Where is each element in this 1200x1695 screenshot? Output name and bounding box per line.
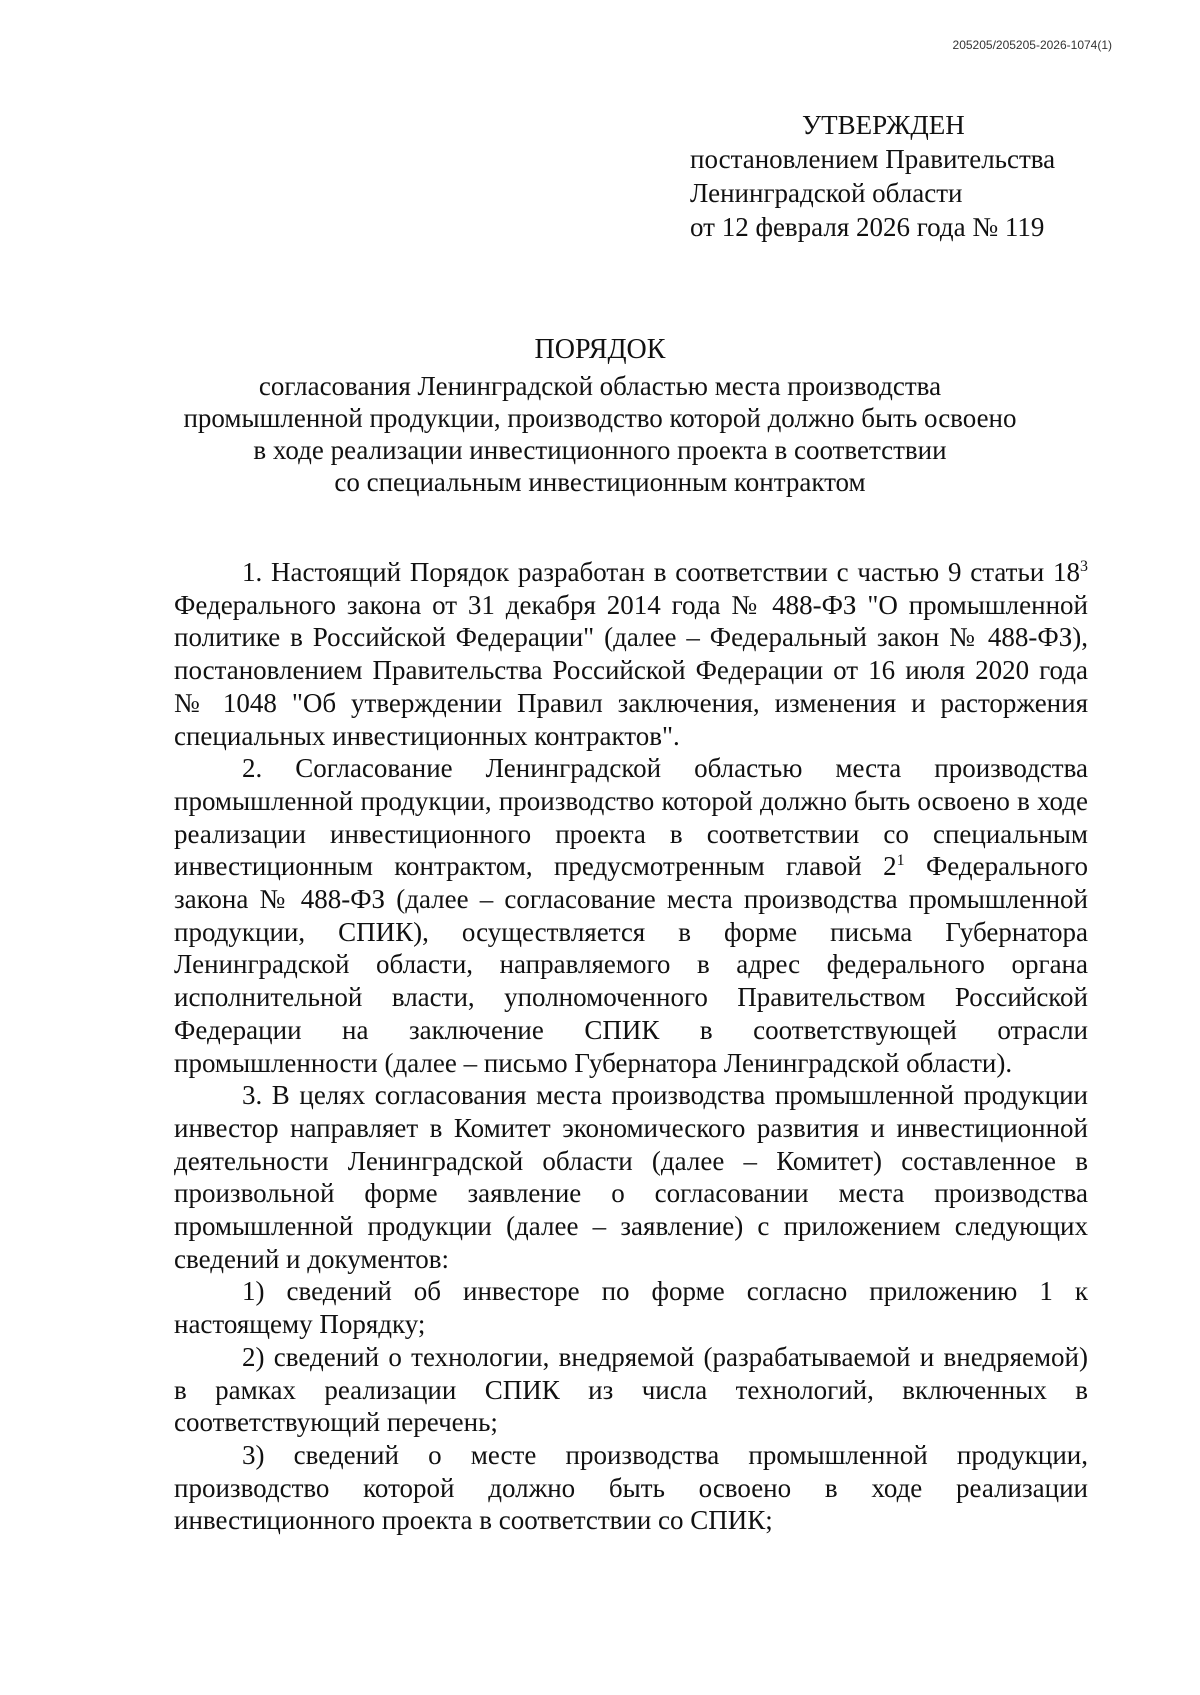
- paragraph-3-item-3: 3) сведений о месте производства промышленной продукции, производство которой должно быть освоено в ходе реализации инвестиционного проекта в соответствии со СПИК;: [174, 1439, 1088, 1536]
- paragraph-1-text-a: 1. Настоящий Порядок разработан в соответствии с частью 9 статьи 18: [242, 557, 1080, 587]
- paragraph-3: 3. В целях согласования места производства промышленной продукции инвестор направляет в Комитет экономического развития и инвестиционной деятельности Ленинградской области (далее – Комитет) составленное в произвольной форме заявление о согласовании места производства промышленной продукции (далее – заявление) с приложением следующих сведений и документов:: [174, 1080, 1088, 1274]
- paragraph-1: [174, 556, 1088, 752]
- approval-block: [690, 108, 1055, 244]
- title-word: ПОРЯДОК: [534, 334, 666, 365]
- paragraph-1-text-b: Федерального закона от 31 декабря 2014 года № 488-ФЗ "О промышленной политике в Российской Федерации" (далее – Федеральный закон № 488-ФЗ), постановлением Правительства Российской Федерации от 16 июля 2020 года № 1048 "Об утверждении Правил заключения, изменения и расторжения специальных инвестиционных контрактов".: [174, 589, 1088, 751]
- paragraph-2-text-b: Федерального закона № 488-ФЗ (далее – согласование места производства промышленной продукции, СПИК), осуществляется в форме письма Губернатора Ленинградской области, направляемого в адрес федерального органа исполнительной власти, уполномоченного Правительством Российской Федерации на заключение СПИК в соответствующей отрасли промышленности (далее – письмо Губернатора Ленинградской области).: [174, 851, 1088, 1078]
- approval-line-3: от 12 февраля 2026 года № 119: [690, 212, 1045, 242]
- approval-title: УТВЕРЖДЕН: [802, 110, 965, 140]
- paragraph-2-superscript: 1: [896, 852, 905, 870]
- paragraph-3-item-2: 2) сведений о технологии, внедряемой (разрабатываемой и внедряемой) в рамках реализации СПИК из числа технологий, включенных в соответствующий перечень;: [174, 1341, 1088, 1438]
- title-line-2: промышленной продукции, производство которой должно быть освоено: [183, 403, 1017, 433]
- title-line-1: согласования Ленинградской областью места производства: [258, 371, 942, 401]
- document-title: [150, 334, 1050, 498]
- document-body: [174, 556, 1088, 1537]
- document-id: 205205/205205-2026-1074(1): [952, 38, 1112, 52]
- title-line-4: со специальным инвестиционным контрактом: [334, 467, 866, 497]
- paragraph-2: [174, 752, 1088, 1079]
- paragraph-2-text-a: 2. Согласование Ленинградской областью места производства промышленной продукции, производство которой должно быть освоено в ходе реализации инвестиционного проекта в соответствии со специальным инвестиционным контрактом, предусмотренным главой 2: [174, 753, 1088, 882]
- title-line-3: в ходе реализации инвестиционного проекта в соответствии: [253, 435, 947, 465]
- approval-line-1: постановлением Правительства: [690, 144, 1056, 174]
- paragraph-3-item-1: 1) сведений об инвесторе по форме согласно приложению 1 к настоящему Порядку;: [174, 1276, 1088, 1340]
- paragraph-1-superscript: 3: [1080, 558, 1088, 575]
- approval-line-2: Ленинградской области: [690, 178, 963, 208]
